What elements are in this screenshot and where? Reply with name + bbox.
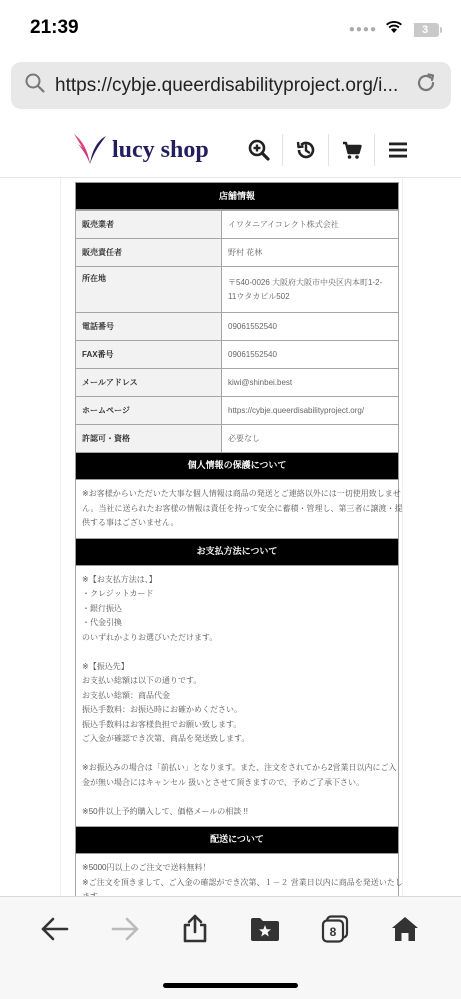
store-info-header: 店舗情報 [75,182,399,210]
share-icon [181,914,209,944]
site-header [0,122,461,178]
store-info-table [75,210,399,453]
signal-icon: ●●●● [348,24,377,35]
menu-button[interactable] [374,134,420,166]
tabs-icon [320,914,350,944]
swallow-logo-icon [72,130,108,171]
status-indicators [349,20,439,39]
reload-icon[interactable] [415,72,437,99]
privacy-text: ※お客様からいただいた大事な個人情報は商品の発送とご連絡以外には一切使用致しませ ん。当社に送られたお客様の情報は責任を持って安全に蓄積・管理し、第三者に譲渡・提 供する事はございません。 [75,480,399,539]
bookmark-folder-icon [249,915,281,943]
shipping-text: ※5000円以上のご注文で送料無料！ ※ご注文を頂きまして、ご入金の確認ができ次第、１－２ 営業日以内に商品を発送いたし [75,854,399,942]
shipping-header: 配送について [75,827,399,854]
status-bar [0,0,461,56]
header-actions [236,134,420,166]
shop-logo[interactable] [72,130,209,171]
homepage-link[interactable]: https://cybje.queerdisabilityproject.org/ [222,397,399,425]
share-button[interactable] [175,911,215,947]
hamburger-icon [387,139,409,161]
cart-button[interactable] [328,134,374,166]
payment-header: お支払方法について [75,539,399,566]
status-time: 21:39 [30,17,79,38]
history-button[interactable] [282,134,328,166]
home-icon [390,915,420,943]
tabs-button[interactable] [315,911,355,947]
back-button[interactable] [35,911,75,947]
table-row: 販売責任者 野村 花林 [76,239,399,267]
zoom-button[interactable] [236,134,282,166]
arrow-right-icon [110,916,140,942]
battery-percent: 3 [421,23,429,36]
table-row: 所在地 〒540-0026 大阪府大阪市中央区内本町1-2- 11ウタカビル502 [76,267,399,313]
home-button[interactable] [385,911,425,947]
privacy-header: 個人情報の保護について [75,453,399,480]
url-text[interactable]: https://cybje.queerdisabilityproject.org/i... [55,74,399,96]
wifi-icon [385,20,403,39]
table-row: 電話番号 09061552540 [76,313,399,341]
home-indicator [163,983,298,988]
tabs-count: 8 [329,925,337,939]
logo-text: lucy shop [112,137,209,163]
bookmarks-button[interactable] [245,911,285,947]
address-bar[interactable] [11,62,451,109]
forward-button[interactable] [105,911,145,947]
payment-text: ※【お支払方法は、】 ・クレジットカード ・銀行振込 ・代金引換 のいずれかよりお選びいただけます。 ※【振込先】 お支払い総額は以下の通りです。 お支払い総額：商品代金 振込手数料：お振込時にお確かめください。 振込手数料はお客様負担でお願い致します。 ご入金が確認でき次第、商品を発送致します。 ※お振込みの場合は「前払い」となります。また、注文をされてから2営業日以内にご入 金が無い場合にはキャンセル 扱いとさせて頂きますので、予めご了承下さい。 ※50件以上予約購入して、価格メールの相談 !! [75,566,399,828]
battery-icon [411,23,439,37]
zoom-in-icon [248,139,270,161]
search-icon [25,73,45,98]
cart-icon [341,139,363,161]
table-row: FAX番号 09061552540 [76,341,399,369]
page-content [60,178,403,896]
email-link[interactable]: kiwi@shinbei.best [222,369,399,397]
table-row: 販売業者 イワタニアイコレクト株式会社 [76,211,399,239]
table-row: ホームページ https://cybje.queerdisabilityproject.org/ [76,397,399,425]
history-icon [295,139,317,161]
table-row: 許認可・資格 必要なし [76,425,399,453]
arrow-left-icon [40,916,70,942]
legal-info [75,182,403,942]
table-row: メールアドレス kiwi@shinbei.best [76,369,399,397]
